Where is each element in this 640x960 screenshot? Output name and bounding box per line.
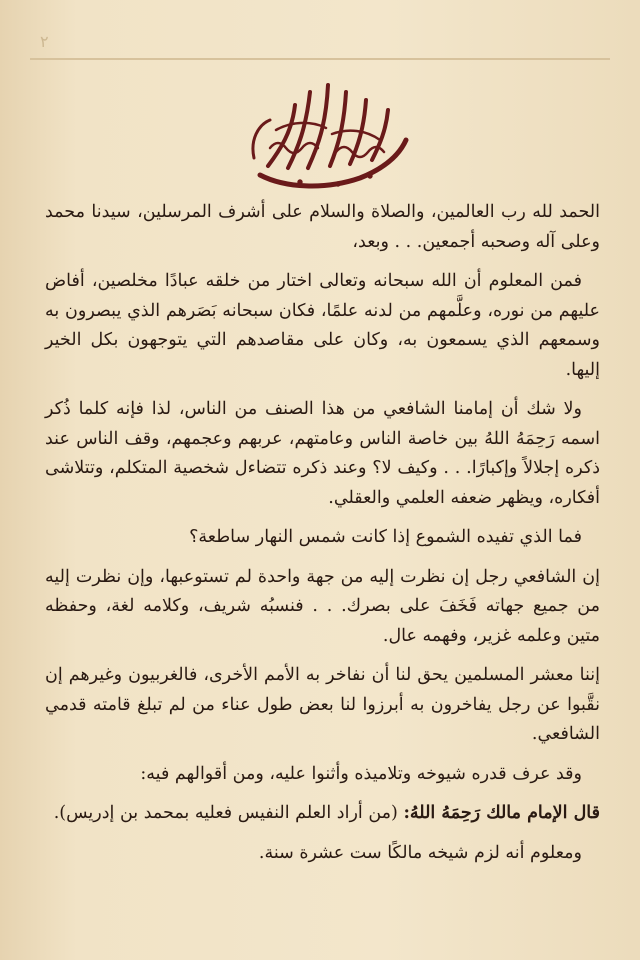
- paragraph-candles-question: فما الذي تفيده الشموع إذا كانت شمس النهار ساطعة؟: [189, 527, 582, 547]
- paragraph-chosen-servants: فمن المعلوم أن الله سبحانه وتعالى اختار من خلقه عبادًا مخلصين، أفاض عليهم من نوره، وعلَّمهم من لدنه علمًا، فكان سبحانه بَصَرهم الذي يبصرون به وسمعهم الذي يسمعون به، وكان على مقاصدهم التي يتوجهون بكل الخير إليها.: [45, 271, 600, 380]
- basmala-calligraphy: [240, 70, 420, 200]
- paragraph-shafii-description: إن الشافعي رجل إن نظرت إليه من جهة واحدة لم تستوعبها، وإن نظرت إليه من جميع جهاته فَخَفَ على بصرك. . . فنسبُه شريف، وكلامه لغة، وحفظه متين وعلمه غزير، وفهمه عال.: [45, 566, 600, 646]
- paragraph-muslims-pride: إننا معشر المسلمين يحق لنا أن نفاخر به الأمم الأخرى، فالغربيون وغيرهم إن نقَّبوا عن رجل يفاخرون به أبرزوا لنا بعض طول عناء من لم تبلغ قامته قدمي الشافعي.: [45, 665, 600, 744]
- paragraph-opening: الحمد لله رب العالمين، والصلاة والسلام على أشرف المرسلين، سيدنا محمد وعلى آله وصحبه أجمعين. . . وبعد،: [45, 202, 600, 252]
- quote-text: (من أراد العلم النفيس فعليه بمحمد بن إدريس).: [53, 803, 404, 823]
- header-rule: [30, 58, 610, 60]
- paragraph-imam-malik-quote: [45, 799, 600, 829]
- paragraph-shafii-stature: ولا شك أن إمامنا الشافعي من هذا الصنف من الناس، لذا فإنه كلما ذُكر اسمه رَحِمَهُ اللهُ بين خاصة الناس وعامتهم، عربهم وعجمهم، وقف الناس عند ذكره إجلالاً وإكبارًا. . . وكيف لا؟ وعند ذكره تتضاءل شخصية المتكلم، وتتلاشى أفكاره، ويظهر ضعفه العلمي والعقلي.: [45, 399, 600, 508]
- page-number: ٢: [40, 32, 49, 51]
- quote-attribution: قال الإمام مالك رَحِمَهُ اللهُ:: [403, 803, 600, 823]
- paragraph-teachers-praise: وقد عرف قدره شيوخه وتلاميذه وأثنوا عليه، ومن أقوالهم فيه:: [140, 763, 582, 784]
- main-text: [45, 198, 600, 878]
- paragraph-sixteen-years: ومعلوم أنه لزم شيخه مالكًا ست عشرة سنة.: [258, 842, 582, 863]
